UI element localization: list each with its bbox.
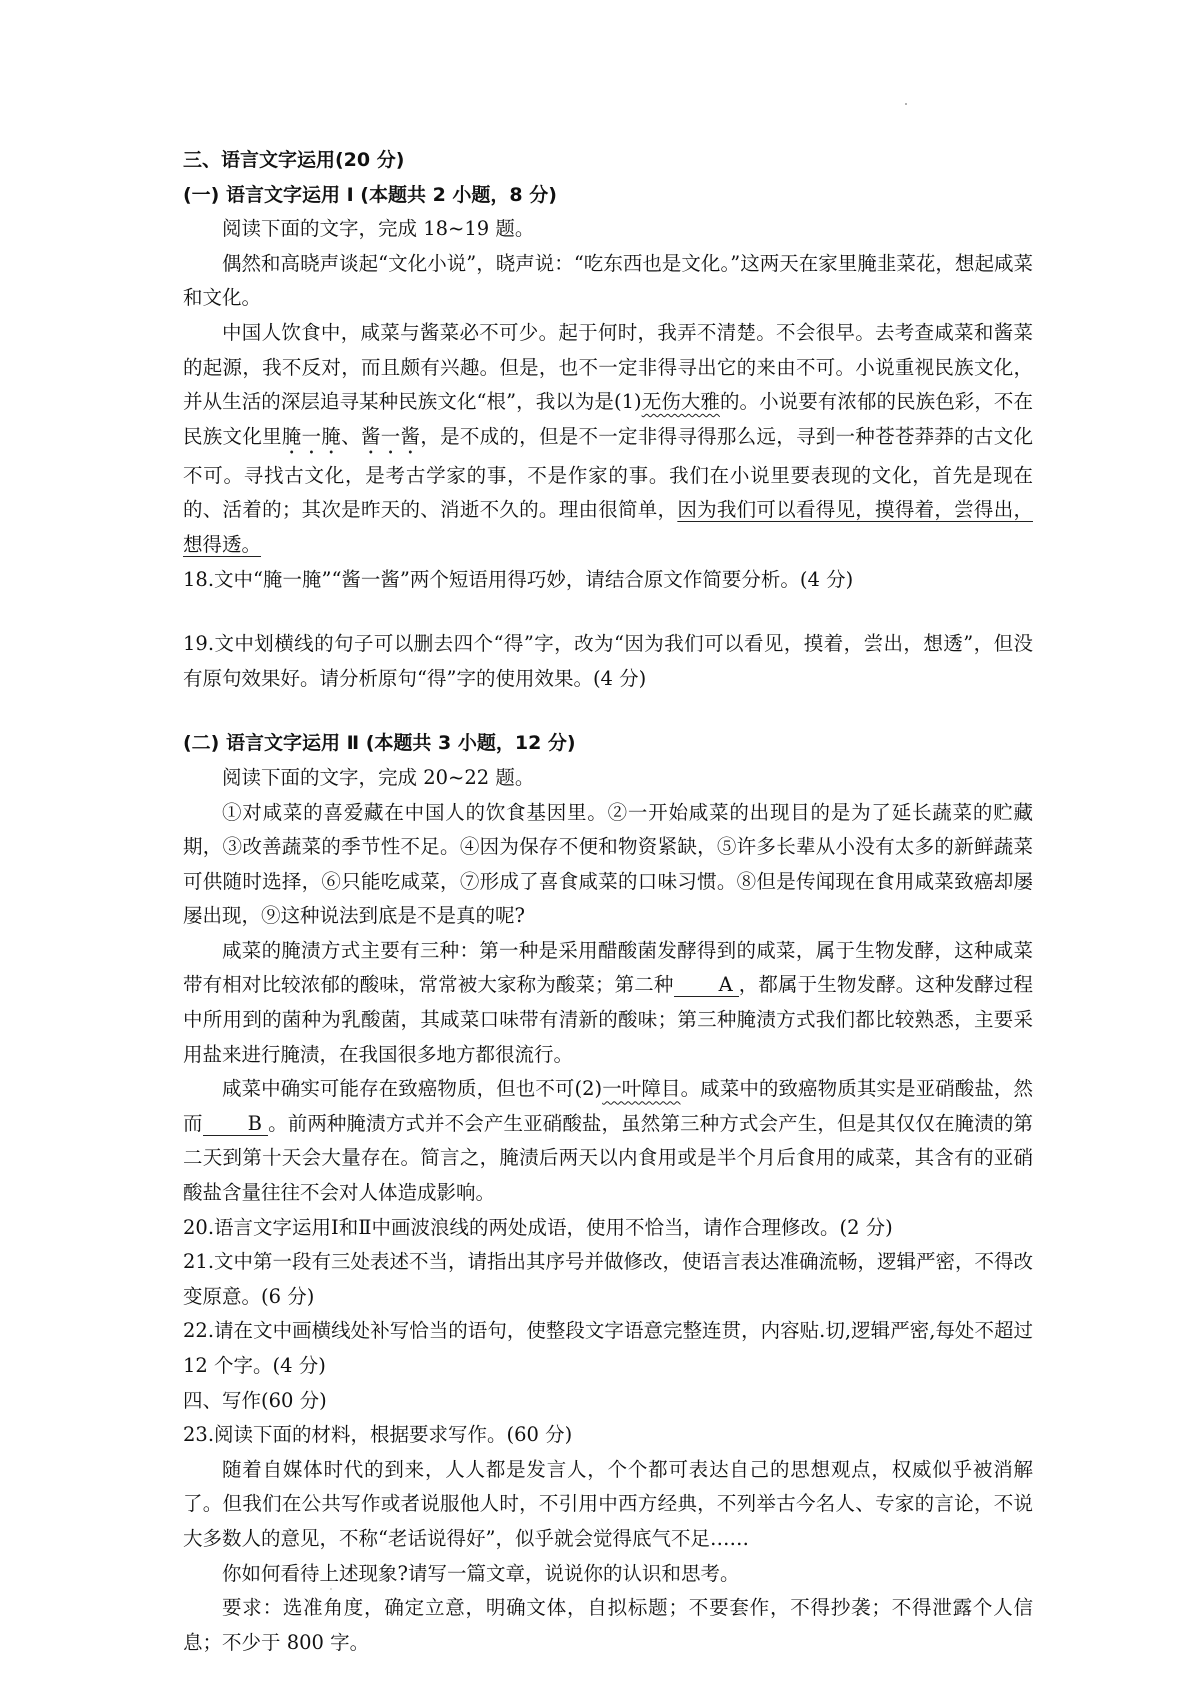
question-22: 22.请在文中画横线处补写恰当的语句，使整段文字语意完整连贯，内容贴.切,逻辑严密,每处不超过 12 个字。(4 分) — [183, 1319, 1033, 1377]
underlined-sentence: 因为我们可以看得见，摸得着，尝得出，想得透。 — [183, 498, 1033, 556]
scan-speck — [905, 103, 907, 105]
passage-2-paragraph-1: ①对咸菜的喜爱藏在中国人的饮食基因里。②一开始咸菜的出现目的是为了延长蔬菜的贮藏期，③改善蔬菜的季节性不足。④因为保存不便和物资紧缺，⑤许多长辈从小没有太多的新鲜蔬菜可供随时选择，⑥只能吃咸菜，⑦形成了喜食咸菜的口味习惯。⑧但是传闻现在食用咸菜致癌却屡屡出现，⑨这种说法到底是不是真的呢? — [183, 800, 1033, 928]
passage-2-paragraph-2 — [183, 934, 1033, 1072]
question-19: 19.文中划横线的句子可以删去四个“得”字，改为“因为我们可以看见，摸着，尝出，想透”，但没有原句效果好。请分析原句“得”字的使用效果。(4 分) — [183, 632, 1033, 690]
question-18: 18.文中“腌一腌”“酱一酱”两个短语用得巧妙，请结合原文作简要分析。(4 分) — [183, 567, 854, 591]
part-1-instruction: 阅读下面的文字，完成 18~19 题。 — [222, 217, 535, 241]
blank-b: B — [203, 1113, 268, 1136]
passage-2-text: 。前两种腌渍方式并不会产生亚硝酸盐，虽然第三种方式会产生，但是其仅仅在腌渍的第二天到第十天会大量存在。简言之，腌渍后两天以内食用或是半个月后食用的咸菜，其含有的亚硝酸盐含量往往不会对人体造成影响。 — [183, 1111, 1033, 1205]
part-2-title: (二) 语言文字运用 Ⅱ (本题共 3 小题，12 分) — [183, 732, 576, 755]
question-23: 23.阅读下面的材料，根据要求写作。(60 分) — [183, 1423, 573, 1447]
passage-1-paragraph-1: 偶然和高晓声谈起“文化小说”，晓声说：“吃东西也是文化。”这两天在家里腌韭菜花，想起咸菜和文化。 — [183, 251, 1033, 310]
phrase-jiang-dotted: 酱一酱 — [360, 424, 421, 448]
phrase-yan-dotted: 腌一腌 — [281, 424, 342, 448]
section-3-title: 三、语言文字运用(20 分) — [183, 149, 405, 171]
passage-1-text: ，是不成的，但是不一定非得寻得那么远，寻到一种苍苍莽莽的古文化不可。寻找古文化，是考古学家的事，不是作家的事。我们在小说里要表现的文化，首先是现在的、活着的；其次是昨天的、消逝不久的。理由很简单， — [183, 424, 1033, 522]
section-4-title: 四、写作(60 分) — [183, 1388, 327, 1412]
part-1-title: (一) 语言文字运用 Ⅰ (本题共 2 小题，8 分) — [183, 183, 557, 206]
question-20: 20.语言文字运用Ⅰ和Ⅱ中画波浪线的两处成语，使用不恰当，请作合理修改。(2 分) — [183, 1215, 893, 1239]
passage-1-paragraph-2 — [183, 316, 1033, 563]
passage-1-text: 的。小说要有浓郁的民族色彩，不在民族文化里 — [183, 390, 1033, 448]
writing-requirements: 要求：选准角度，确定立意，明确文体，自拟标题；不要套作，不得抄袭；不得泄露个人信息；不少于 800 字。 — [183, 1596, 1033, 1654]
passage-2-text: ，都属于生物发酵。这种发酵过程中所用到的菌种为乳酸菌，其咸菜口味带有清新的酸味；第三种腌渍方式我们都比较熟悉，主要采用盐来进行腌渍，在我国很多地方都很流行。 — [183, 973, 1033, 1066]
passage-1-text: 、 — [341, 424, 361, 448]
writing-material: 随着自媒体时代的到来，人人都是发言人，个个都可表达自己的思想观点，权威似乎被消解了。但我们在公共写作或者说服他人时，不引用中西方经典，不列举古今名人、专家的言论，不说大多数人的意见，不称“老话说得好”，似乎就会觉得底气不足…… — [183, 1457, 1033, 1550]
passage-2-text: 咸菜中确实可能存在致癌物质，但也不可(2) — [222, 1077, 603, 1101]
answer-space — [183, 696, 1033, 726]
writing-prompt: 你如何看待上述现象?请写一篇文章，说说你的认识和思考。 — [222, 1561, 740, 1585]
answer-space — [183, 597, 1033, 627]
idiom-wavy-2: 一叶障目 — [602, 1077, 681, 1101]
blank-a: A — [674, 974, 739, 997]
idiom-wavy-1: 无伤大雅 — [641, 390, 720, 414]
passage-2-paragraph-3 — [183, 1072, 1033, 1210]
passage-1-text: 中国人饮食中，咸菜与酱菜必不可少。起于何时，我弄不清楚。不会很早。去考查咸菜和酱菜的起源，我不反对，而且颇有兴趣。但是，也不一定非得寻出它的来由不可。小说重视民族文化，并从生活的深层追寻某种民族文化“根”，我以为是(1) — [183, 320, 1033, 414]
question-21: 21.文中第一段有三处表述不当，请指出其序号并做修改，使语言表达准确流畅，逻辑严密，不得改变原意。(6 分) — [183, 1250, 1034, 1308]
exam-content — [183, 143, 1033, 1660]
passage-2-text: 咸菜的腌渍方式主要有三种：第一种是采用醋酸菌发酵得到的咸菜，属于生物发酵，这种咸菜带有相对比较浓郁的酸味，常常被大家称为酸菜；第二种 — [183, 938, 1033, 997]
passage-2-text: 。咸菜中的致癌物质其实是亚硝酸盐，然而 — [183, 1077, 1033, 1135]
part-2-instruction: 阅读下面的文字，完成 20~22 题。 — [222, 765, 535, 789]
scan-speck — [330, 1588, 332, 1590]
